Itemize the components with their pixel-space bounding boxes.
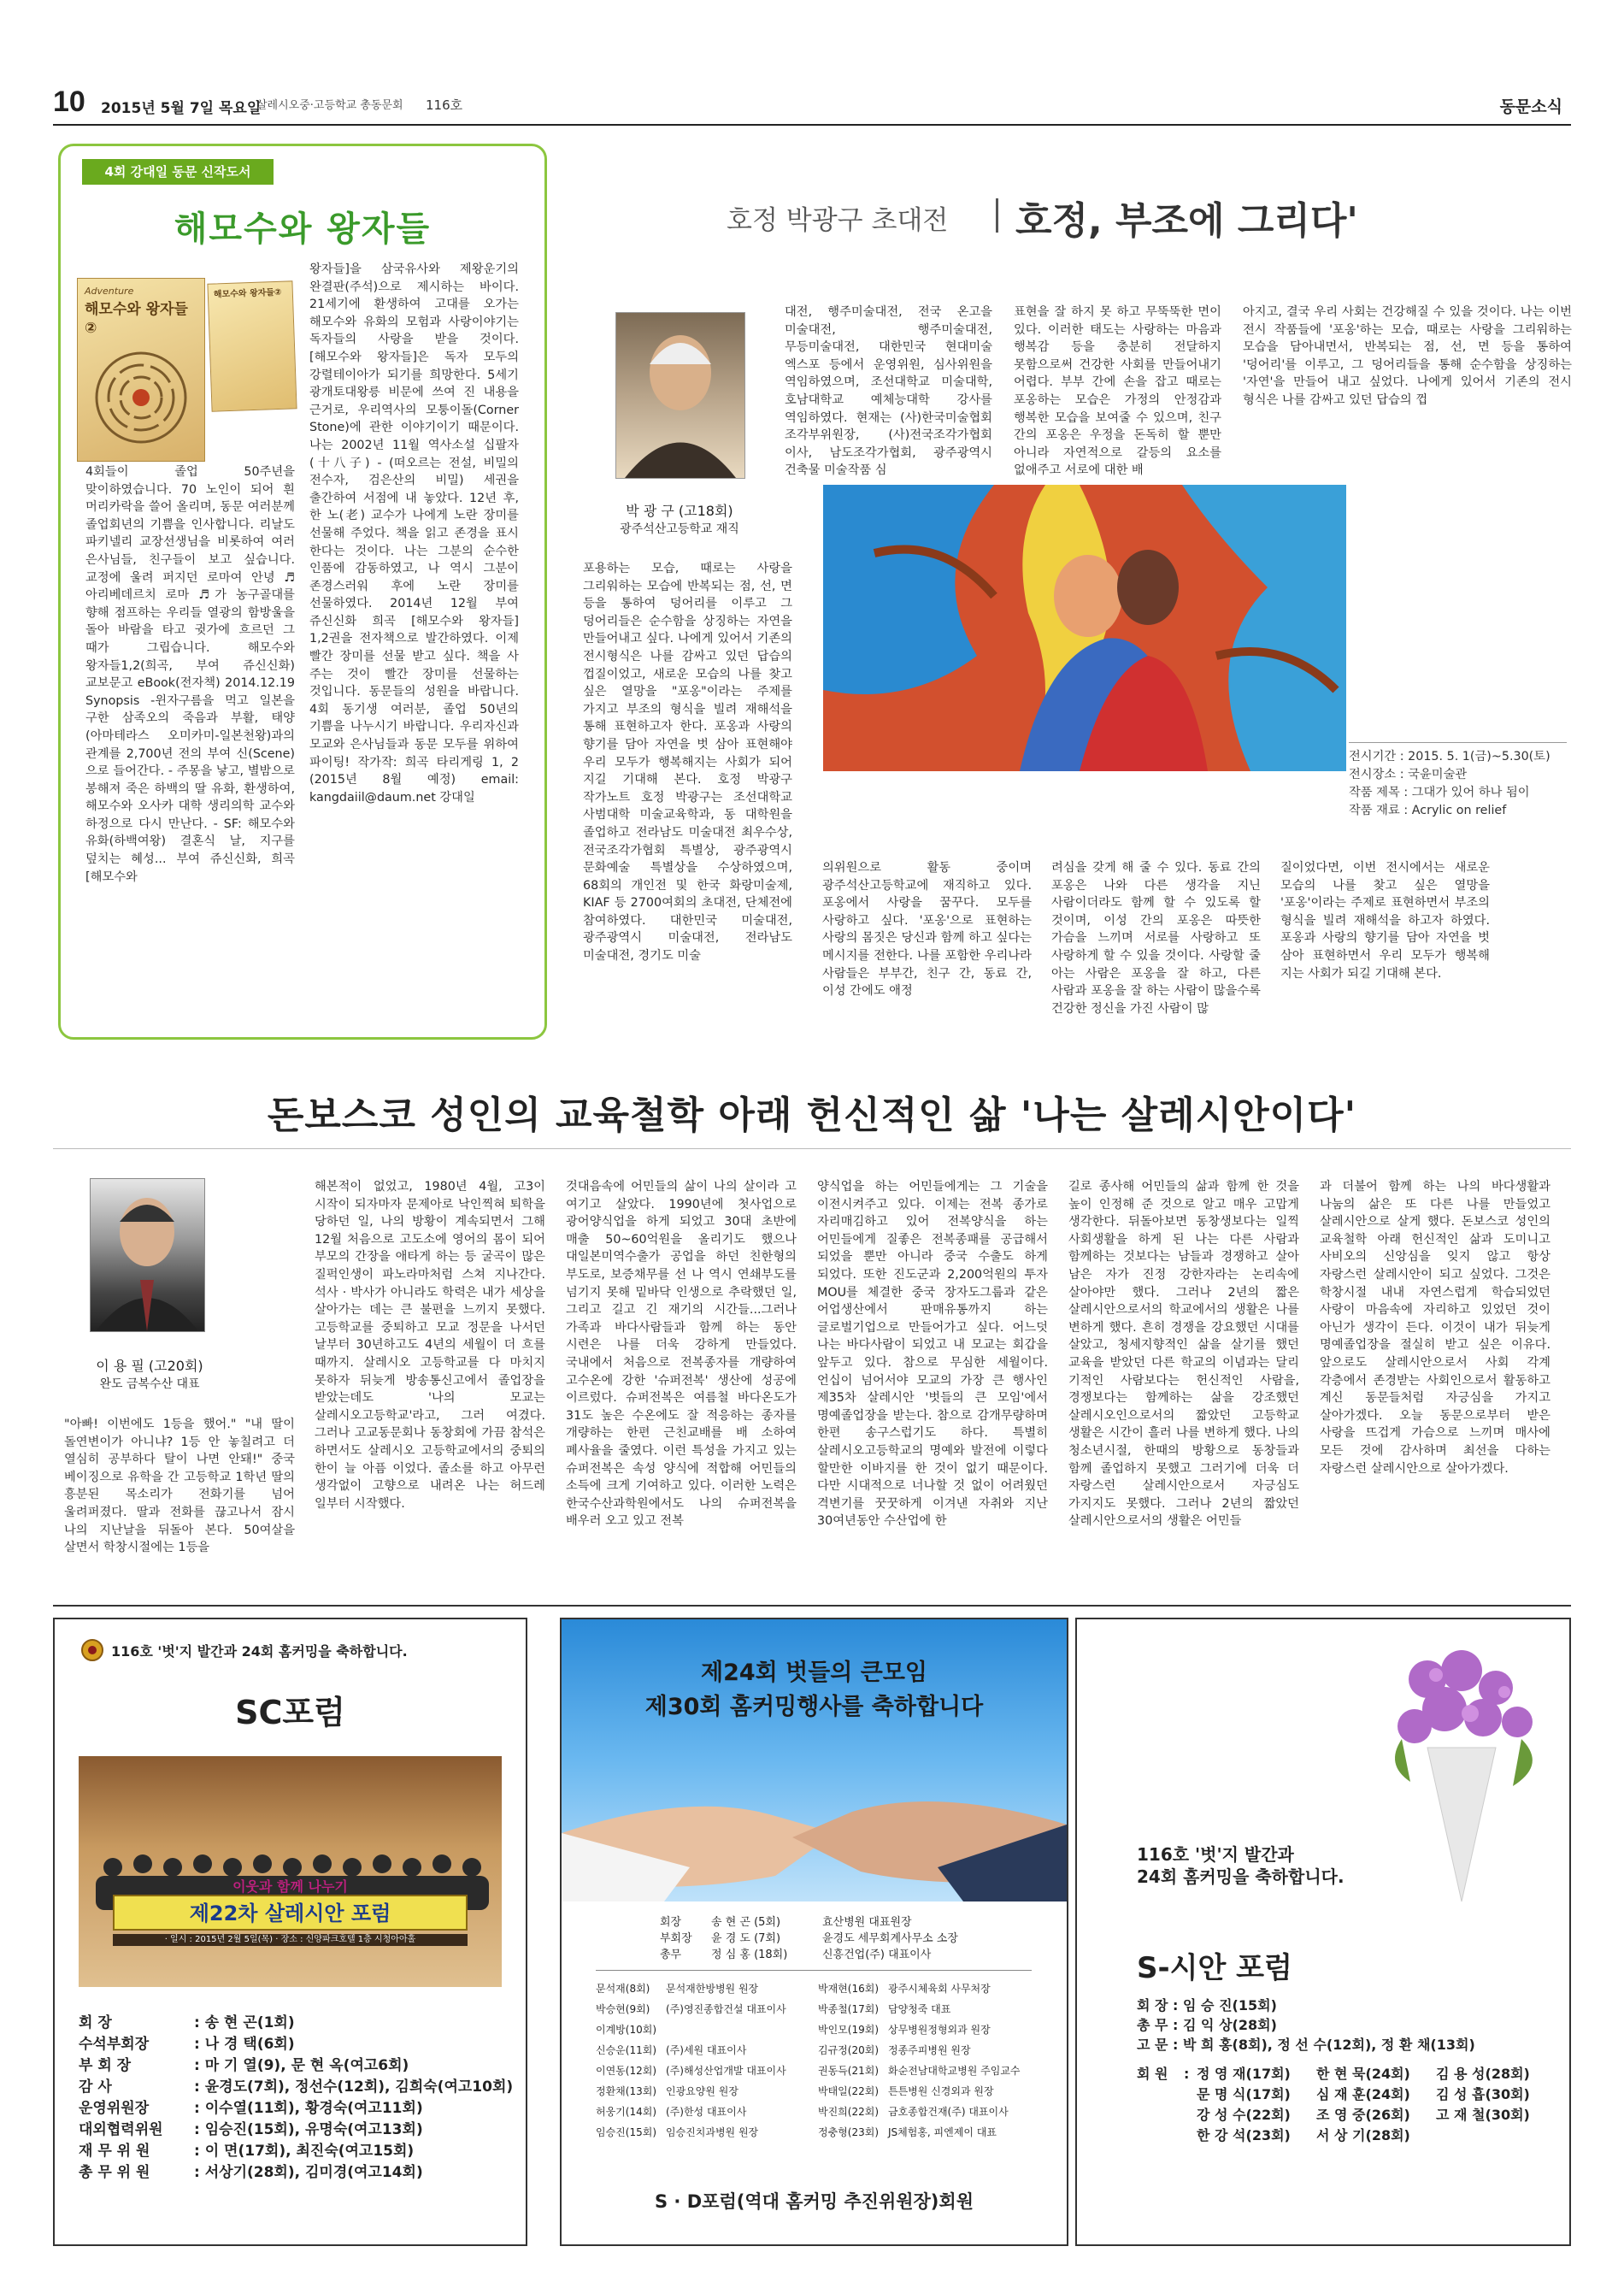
book-cover-sub: Adventure — [85, 286, 134, 297]
page-number: 10 — [53, 85, 85, 118]
banner-text-1: 이웃과 함께 나누기 — [232, 1878, 348, 1895]
ad-s-roster: 회 장 : 임 승 진(15회) 총 무 : 김 익 상(28회) 고 문 : 박 희 홍(8회), 정 선 수(12회), 정 환 채(13회) — [1137, 1997, 1475, 2053]
book-tag: 4회 강대일 동문 신작도서 — [82, 159, 274, 185]
exhibit-col1: 포용하는 모습, 때로는 사랑을 그리워하는 모습에 반복되는 점, 선, 면 등을 통하여 덩어리를 이루고 그 덩어리들은 순수함을 상징하는 자연을 만들어내고 싶다. 나에게 있어서 기존의 전시형식은 나를 감싸고 있던 답습의 껍질이었고, 새로운 모습의 나를 찾고 싶은 열망을 "포옹"이라는 주제를 가지고 부조의 형식을 빌려 재해석을 통해 표현하고자 한다. 포옹과 사랑의 향기를 담아 자연을 벗 삼아 표현해야 우리 모두가 행복해지는 사회가 되어 지길 기대해 본다. 호정 박광구 작가노트 호정 박광구는 조선대학교 사범대학 미술교육학과, 동 대학원을 졸업하고 전라남도 미술대전 최우수상, 전국조각가협회 특별상, 광주광역시 문화예술 특별상을 수상하였으며, 68회의 개인전 및 한국 화랑미술제, KIAF 등 2700여회의 초대전, 단체전에 참여하였다. 대한민국 미술대전, 광주광역시 미술대전, 전라남도 미술대전, 경기도 미술 — [583, 562, 792, 964]
publisher: 살레시오중·고등학교 총동문회 — [256, 99, 403, 112]
exhibit-info — [1349, 742, 1567, 820]
banner-text-3: · 일시 : 2015년 2월 5일(목) · 장소 : 신양파크호텔 1층 시청아아홀 — [113, 1934, 468, 1946]
group-photo-icon — [79, 1756, 502, 1987]
book-cover-image — [77, 278, 205, 462]
artist-photo — [615, 312, 745, 479]
flower-bouquet-image — [1333, 1628, 1564, 1910]
school-emblem-icon — [80, 1638, 104, 1662]
ad-sd-officers: 회장 송 현 곤 (5회) 효산병원 대표원장 부회장 윤 경 도 (7회) 윤경도 세무회계사무소 소장 총무 정 심 홍 (18회) 신흥건업(주) 대표이사 — [660, 1916, 958, 1961]
ad-sc-group-photo — [79, 1756, 502, 1987]
ad-sd-members-left: 문석재(8회) 문석재한방병원 원장 박승현(9회) (주)영진종합건설 대표이사 이계방(10회) 신승운(11회) (주)세원 대표이사 이연동(12회) (주)해성산업개발 대표이사 정환채(13회) 인광요양원 원장 허웅기(14회) (주)한성 대표이사 임승진(15회) 임승진치과병원 원장 — [596, 1983, 786, 2138]
maze-icon — [85, 346, 197, 449]
author-role: 완도 금복수산 대표 — [99, 1377, 200, 1391]
portrait-icon — [616, 313, 744, 478]
artist-name: 박 광 구 (고18회) — [626, 503, 733, 519]
exhibit-venue: 전시장소 : 국윤미술관 — [1349, 768, 1468, 781]
exhibit-col2: 대전, 행주미술대전, 전국 온고을 미술대전, 행주미술대전, 무등미술대전, 대한민국 현대미술 엑스포 등에서 운영위원, 심사위원을 역임하였으며, 조선대학교 미술대학, 호남대학교 예체능대학 강사를 역임하였다. 현재는 (사)한국미술협회 조각부위원장, (사)전국조각가협회 이사, 남도조각가협회, 광주광역시 건축물 미술작품 심 — [785, 305, 992, 478]
ad-s-sian-forum — [1075, 1618, 1571, 2246]
ad-sc-forum — [53, 1618, 527, 2246]
exhibit-material: 작품 재료 : Acrylic on relief — [1349, 804, 1507, 817]
exhibit-artwork-image — [823, 485, 1346, 771]
ad-s-title: S-시안 포럼 — [1137, 1951, 1292, 1985]
ad-sc-congrats: 116호 '벗'지 발간과 24회 홈커밍을 축하합니다. — [111, 1642, 408, 1660]
exhibit-col3: 표현을 잘 하지 못 하고 무뚝뚝한 면이 있다. 이러한 태도는 사랑하는 마음과 행복감 등을 충분히 전달하지 못함으로써 건강한 사회를 만들어내기 어렵다. 부부 간에 손을 잡고 때로는 포옹하는 모습은 가정의 안정감과 행복한 모습을 보여줄 수 있으며, 친구 간의 포옹은 우정을 돈독히 할 뿐만 아니라 자연적으로 갈등의 요소를 없애주고 서로에 대한 배 — [1014, 305, 1221, 478]
exhibit-col5: 의위원으로 활동 중이며 광주석산고등학교에 재직하고 있다. 포옹에서 사랑을 꿈꾸다. 모두를 사랑하고 싶다. '포옹'으로 표현하는 사랑의 몸짓은 당신과 함께 하고 싶다는 메시지를 전한다. 나를 포함한 우리나라 사람들은 부부간, 친구 간, 동료 간, 이성 간에도 애정 — [822, 861, 1032, 999]
ads-rule — [53, 1605, 1571, 1607]
book-cover-image-2: 해모수와 왕자들② — [207, 280, 297, 411]
flower-bouquet-icon — [1333, 1628, 1564, 1910]
book-title: 해모수와 왕자들 — [174, 209, 432, 249]
salesian-rule — [53, 1148, 1571, 1149]
artist-role: 광주석산고등학교 재직 — [620, 522, 739, 536]
exhibit-col4: 아지고, 결국 우리 사회는 건강해질 수 있을 것이다. 나는 이번 전시 작품들에 '포옹'하는 모습, 때로는 사랑을 그리워하는 모습을 담아내면서, 반복되는 점, 선, 면 등을 통하여 '덩어리'를 이루고, 그 덩어리들을 통해 순수함을 상징하는 '자연'을 만들어 내고 싶었다. 나에게 있어서 기존의 전시 형식은 나를 감싸고 있던 답습의 껍 — [1243, 305, 1572, 407]
author-name: 이 용 필 (고20회) — [96, 1358, 203, 1374]
ad-sd-title-2: 제30회 홈커밍행사를 축하합니다 — [644, 1694, 984, 1720]
ad-sd-forum — [560, 1618, 1068, 2246]
salesian-col4: 양식업을 하는 어민들에게는 그 기술을 이전시켜주고 있다. 이제는 전복 종가로 자리매김하고 있어 전복양식을 하는 어민들에게 질좋은 전복종패를 공급해서 되었을 뿐만 아니라 중국 수출도 하게 되었다. 또한 진도군과 2,200억원의 투자 MOU를 체결한 중국 장자도그룹과 같은 어업생산에서 판매유통까지 하는 글로벌기업으로 만들어가고 싶다. 어느덧 나는 바다사람이 되었고 내 모교는 회갑을 앞두고 있다. 참으로 무심한 세월이다. 언십이 넘어서야 모교의 가장 큰 행사인 제35차 살레시안 '벗들의 큰 모임'에서 명예졸업장을 받는다. 참으로 감개무량하며 한편 송구스럽기도 하다. 특별히 살레시오고등학교의 명예와 발전에 이렇다 할만한 이바지를 한 것이 없기 때문이다. 다만 시대적으로 너나할 것 없이 어려웠던 격변기를 꿋꿋하게 이겨낸 자취와 지난 30여년동안 수산업에 한 — [817, 1180, 1048, 1529]
ad-s-congrats: 116호 '벗'지 발간과 24회 홈커밍을 축하합니다. — [1137, 1844, 1345, 1887]
ad-sc-roster: 회 장 : 송 현 곤(1회) 수석부회장 : 나 경 택(6회) 부 회 장 : 마 기 열(9), 문 현 옥(여고6회) 감 사 : 윤경도(7회), 정선수(12회), 김희숙(여고10회) 운영위원장 : 이수열(11회), 황경숙(여고11회) 대외협력위원 : 임승진(15회), 유명숙(여고13회) 재 무 위 원 : 이 면(17회), 최진숙(여고15회) 총 무 위 원 : 서상기(28회), 김미경(여고14회) — [79, 2014, 514, 2181]
ad-sc-title: SC포럼 — [235, 1694, 345, 1731]
handshake-image — [562, 1619, 1067, 1901]
exhibit-work-title: 작품 제목 : 그대가 있어 하나 됨이 — [1349, 786, 1530, 799]
header-rule — [53, 124, 1571, 126]
artwork-embrace-icon — [823, 485, 1346, 771]
exhibit-col7: 질이었다면, 이번 전시에서는 새로운 모습의 나를 찾고 싶은 열망을 '포옹'이라는 주제로 표현하면서 부조의 형식을 빌려 재해석을 하고자 하였다. 포옹과 사랑의 향기를 담아 자연을 벗 삼아 표현하면서 우리 모두가 행복해 지는 사회가 되길 기대해 본다. — [1280, 861, 1490, 981]
author-photo — [90, 1178, 205, 1332]
salesian-col6: 과 더불어 함께 하는 나의 바다생활과 나눔의 삶은 또 다른 나를 만들었고 살레시안으로 살게 했다. 돈보스코 성인의 교육철학 아래 헌신적인 삶과 도미니고 사비오의 신앙심을 잊지 않고 항상 자랑스런 살레시안이 되고 싶었다. 그것은 학창시절 내내 자연스럽게 학습되었던 사랑이 마음속에 자리하고 있었던 것이 아닌가 생각이 든다. 이것이 내가 뒤늦게 명예졸업장을 절실히 받고 싶은 이유다. 앞으로도 살레시안으로서 사회 각계 각층에서 존경받는 사회인으로서 활동하고 계신 동문들처럼 자긍심을 가지고 살아가겠다. 오늘 동문으로부터 받은 사랑을 뜨겁게 가슴으로 느끼며 매사에 모든 것에 감사하며 최선을 다하는 자랑스런 살레시안으로 살아가겠다. — [1320, 1180, 1550, 1476]
exhibit-title: 호정, 부조에 그리다' — [1015, 199, 1358, 243]
salesian-col5: 길로 종사해 어민들의 삶과 함께 한 것을 높이 인정해 준 것으로 알고 매우 고맙게 생각한다. 뒤돌아보면 동창생보다는 일찍 사회생활을 하게 된 나는 다른 사람과 함께하는 것보다는 남들과 경쟁하고 살아 남은 자가 진정 강한자라는 논리속에 살아야만 했다. 그러나 2년의 짧은 살레시안으로서의 학교에서의 생활은 나를 변하게 했다. 흔히 경쟁을 강요했던 시대를 살았고, 청세지향적인 삶을 살기를 했던 교육을 받았던 다른 학교의 이념과는 달리 기적인 사람보다는 헌신적인 사람을, 경쟁보다는 함께하는 삶을 강조했던 살레시오인으로서의 짧았던 고등학교 생활은 시간이 흘러 나를 변하게 했다. 나의 청소년시절, 한때의 방황으로 동창들과 함께 졸업하지 못했고 그러기에 더욱 더 자랑스런 살레시안으로서 자긍심도 가지지도 못했다. 그러나 2년의 짧았던 살레시안으로서의 생활은 어민들 — [1068, 1180, 1299, 1529]
book-cover-title: 해모수와 왕자들② — [85, 301, 188, 337]
title-divider — [996, 198, 998, 233]
salesian-col3: 것대음속에 어민들의 삶이 나의 살이라 고 여기고 살았다. 1990년에 첫사업으로 광어양식업을 하게 되었고 30대 초반에 매출 50~60억원을 올리기도 했으나 대일본미역수출가 공업을 하던 친한형의 부도로, 보증채무를 선 나 역시 연쇄부도를 넘기지 못해 밑바닥 인생으로 추락했던 일, 그리고 길고 긴 재기의 시간들...그러나 가족과 바다사람들과 함께 하는 동안 시련은 나를 더욱 강하게 만들었다. 국내에서 처음으로 전복종자를 개량하여 고수온에 강한 '슈퍼전복' 생산에 성공에 이르렀다. 슈퍼전복은 여름철 바다온도가 31도 높은 수온에도 잘 적응하는 종자를 개량하는 한편 근친교배를 배 소하여 폐사율을 줄였다. 이런 특성을 가지고 있는 슈퍼전복은 속성 양식에 적합해 어민들의 소득에 크게 기여하고 있다. 이러한 노력은 한국수산과학원에서도 나의 슈퍼전복을 배우러 오고 있고 전복 — [566, 1180, 797, 1529]
salesian-col1: "아빠! 이번에도 1등을 했어." "내 딸이 돌연변이가 아니냐? 1등 안 놓칠려고 더 열심히 공부하다 탈이 나면 안돼!" 중국 베이징으로 유학을 간 고등학교 1학년 딸의 흥분된 목소리가 전화기를 넘어 울려퍼졌다. 딸과 전화를 끊고나서 잠시 나의 지난날을 뒤돌아 본다. 50여살을 살면서 학창시절에는 1등을 — [64, 1418, 295, 1555]
book-text-col2: 왕자들]을 삼국유사와 제왕운기의 완결판(주석)으로 제시하는 바이다. 21세기에 환생하여 고대를 오가는 해모수와 유화의 모험과 사랑이야기는 독자들의 사랑을 받을 것이다. [해모수와 왕자들]은 독자 모두의 강렬테이아가 되기를 희망한다. 5세기 광개토대왕릉 비문에 쓰여 진 내용을 근거로, 우리역사의 모퉁이돌(Corner Stone)에 관한 이야기이기 때문이다. 나는 2002년 11월 역사소설 십팔자(十八子) - (떠오르는 전설, 비밀의 전수자, 검은산의 비밀) 세권을 출간하여 서점에 내 놓았다. 12년 후, 한 노(老) 교수가 나에게 노란 장미를 선물해 주었다. 책을 읽고 존경을 표시 한다는 것이다. 나는 그분의 순수한 인품에 감동하였고, 나 역시 그분이 존경스러워 후에 노란 장미를 선물하였다. 2014년 12월 부여 쥬신신화 희곡 [해모수와 왕자들] 1,2권을 전자책으로 발간하였다. 이제 빨간 장미를 선물 받고 싶다. 책을 사 주는 것이 빨간 장미를 선물하는 것입니다. 동문들의 성원을 바랍니다. 4회 동기생 여러분, 졸업 50년의 기쁨을 나누시기 바랍니다. 우리자신과 모교와 은사님들과 동문 모두를 위하여 파이팅! 작가작: 희곡 타리게링 1, 2 (2015년 8월 예정) email: kangdaiil@daum.net 강대일 — [309, 262, 519, 805]
issue-date: 2015년 5월 7일 목요일 — [101, 100, 262, 117]
issue-number: 116호 — [426, 97, 463, 113]
salesian-col2: 해본적이 없었고, 1980년 4월, 고3이 시작이 되자마자 문제아로 낙인찍혀 퇴학을 당하던 일, 나의 방황이 계속되면서 그해 12월 처음으로 고도소에 영어의 몸이 되어 부모의 간장을 애타게 하는 등 굴곡이 많은 질퍽인생이 파노라마처럼 스쳐 지나간다. 석사 · 박사가 아니라도 학력은 내가 세상을 살아가는 데는 큰 불편을 느끼지 못했다. 고등학교를 중퇴하고 모교 정문을 나서던 날부터 30년하고도 4년의 세월이 더 흐를 때까지. 살레시오 고등학교를 다 마치지 못하자 뒤늦게 방송통신고에서 졸업장을 받았는데도 '나의 모교는 살레시오고등학교'라고, 그러 여겼다. 그러나 고교동문회나 동창회에 가끔 참석은 하면서도 살레시오 고등학교에서의 중퇴의 한이 늘 아픔 이었다. 졸소를 하고 아무런 생각없이 고향으로 내려온 나는 허드레 일부터 시작했다. — [315, 1180, 545, 1511]
ad-sd-footer: S · D포럼(역대 홈커밍 추진위원장)회원 — [655, 2191, 974, 2212]
ad-s-members: 회 원 : 정 영 재(17회) 한 현 묵(24회) 김 용 성(28회) 문 명 식(17회) 심 재 훈(24회) 김 성 흡(30회) 강 성 수(22회) 조 영 중(26회) 고 재 철(30회) 한 강 석(23회) 서 상 기(28회) — [1137, 2066, 1530, 2143]
banner-text-2: 제22차 살레시안 포럼 — [113, 1895, 468, 1931]
exhibit-subtitle: 호정 박광구 초대전 — [727, 205, 949, 236]
salesian-title: 돈보스코 성인의 교육철학 아래 헌신적인 삶 '나는 살레시안이다' — [267, 1094, 1357, 1137]
exhibit-col6: 려심을 갖게 해 줄 수 있다. 동료 간의 포옹은 나와 다른 생각을 지닌 사람이더라도 함께 할 수 있도록 할 것이며, 이성 간의 포옹은 따뜻한 가슴을 느끼며 서로를 사랑하고 또 사랑하게 할 수 있을 것이다. 사랑할 줄 아는 사람은 포옹을 잘 하고, 다른 사람과 포옹을 잘 하는 사람이 많을수록 건강한 정신을 가진 사람이 많 — [1051, 861, 1261, 1016]
ad-sd-members-right: 박재현(16회) 광주시체육회 사무처장 박종철(17회) 담양청죽 대표 박인모(19회) 상무병원정형외과 원장 김규정(20회) 정종주피병원 원장 권동득(21회) 화순전남대학교병원 주임교수 박태일(22회) 튼튼병원 신경외과 원장 박진희(22회) 금호종합건재(주) 대표이사 정충형(23회) JS체험홍, 피엔제이 대표 — [818, 1983, 1021, 2138]
exhibit-period: 전시기간 : 2015. 5. 1(금)~5.30(토) — [1349, 750, 1550, 764]
portrait-icon — [91, 1179, 204, 1331]
section-title: 동문소식 — [1499, 97, 1562, 116]
ad-sd-title-1: 제24회 벗들의 큰모임 — [700, 1660, 928, 1686]
book-text-col1: 4회들이 졸업 50주년을 맞이하였습니다. 70 노인이 되어 흰 머리카락을 쓸어 올리며, 동문 여러분께 졸업회년의 기쁨을 인사합니다. 리날도 파키넬리 교장선생님을 비롯하여 여러 은사님들, 친구들이 보고 싶습니다. 교정에 울려 퍼지던 로마여 안녕 ♬ 아리베데르치 로마 ♬가 농구골대를 향해 점프하는 우리들 열광의 함방울을 돌아 바람을 타고 귓가에 흐르던 그 때가 그립습니다. 해모수와 왕자들1,2(희곡, 부여 쥬신신화) 교보문고 eBook(전자책) 2014.12.19 Synopsis -윈자구름을 먹고 일본을 구한 삼족오의 죽음과 부활, 태양(아마테라스 오미카미-일본천왕)과의 관계를 2,700년 전의 부여 신(Scene)으로 들어간다. - 주몽을 낳고, 별밤으로 봉해져 죽은 하백의 딸 유화, 환생하여, 해모수와 오사카 대학 생리의학 교수와 하정으로 다시 만난다. - SF: 해모수와 유화(하백여왕) 결혼식 날, 지구를 덮치는 혜성... 부여 쥬신신화, 희곡 [해모수와 — [85, 465, 295, 884]
